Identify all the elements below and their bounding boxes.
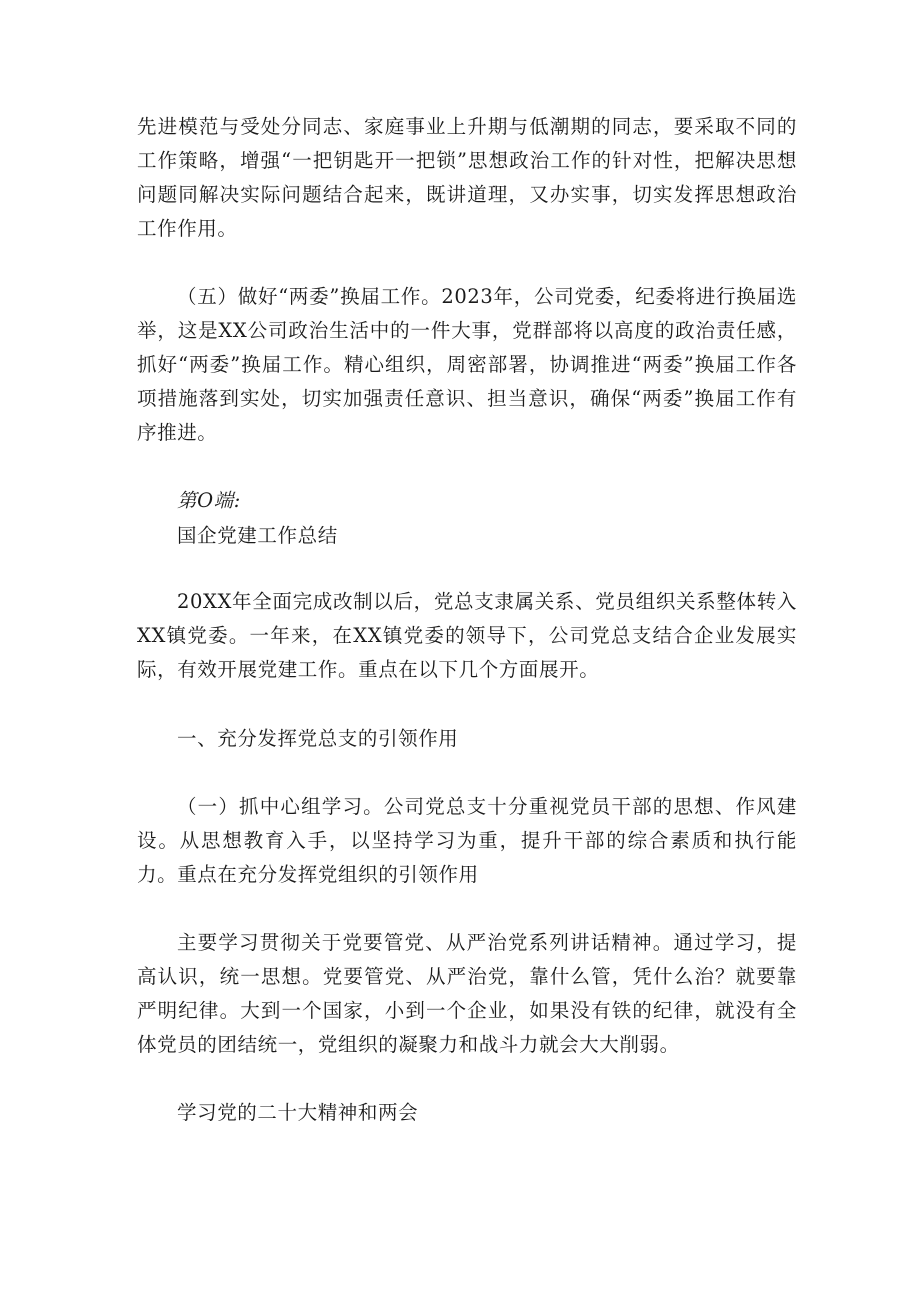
document-title: 国企党建工作总结 (177, 524, 338, 547)
heading-leading-role: 一、充分发挥党总支的引领作用 (177, 727, 459, 750)
section-label: 第O端: (177, 489, 241, 512)
paragraph-central-group-study: （一）抓中心组学习。公司党总支十分重视党员干部的思想、作风建设。从思想教育入手，以坚持学习为重，提升干部的综合素质和执行能力。重点在充分发挥党组织的引领作用 (137, 795, 797, 886)
paragraph-restructuring-overview: 20XX年全面完成改制以后，党总支隶属关系、党员组织关系整体转入XX镇党委。一年来，在XX镇党委的领导下，公司党总支结合企业发展实际，有效开展党建工作。重点在以下几个方面展开。 (137, 590, 797, 681)
paragraph-strict-party-governance: 主要学习贯彻关于党要管党、从严治党系列讲话精神。通过学习，提高认识，统一思想。党要管党、从严治党，靠什么管，凭什么治？就要靠严明纪律。大到一个国家，小到一个企业，如果没有铁的纪律，就没有全体党员的团结统一，党组织的凝聚力和战斗力就会大大削弱。 (137, 931, 797, 1056)
paragraph-two-committees-election: （五）做好“两委”换届工作。2023年，公司党委，纪委将进行换届选举，这是XX公司政治生活中的一件大事，党群部将以高度的政治责任感，抓好“两委”换届工作。精心组织，周密部署，协调推进“两委”换届工作各项措施落到实处，切实加强责任意识、担当意识，确保“两委”换届工作有序推进。 (137, 285, 797, 444)
paragraph-work-strategy: 先进模范与受处分同志、家庭事业上升期与低潮期的同志，要采取不同的工作策略，增强“一把钥匙开一把锁”思想政治工作的针对性，把解决思想问题同解决实际问题结合起来，既讲道理，又办实事，切实发挥思想政治工作作用。 (137, 115, 797, 240)
paragraph-twentieth-congress-study: 学习党的二十大精神和两会 (177, 1101, 419, 1124)
